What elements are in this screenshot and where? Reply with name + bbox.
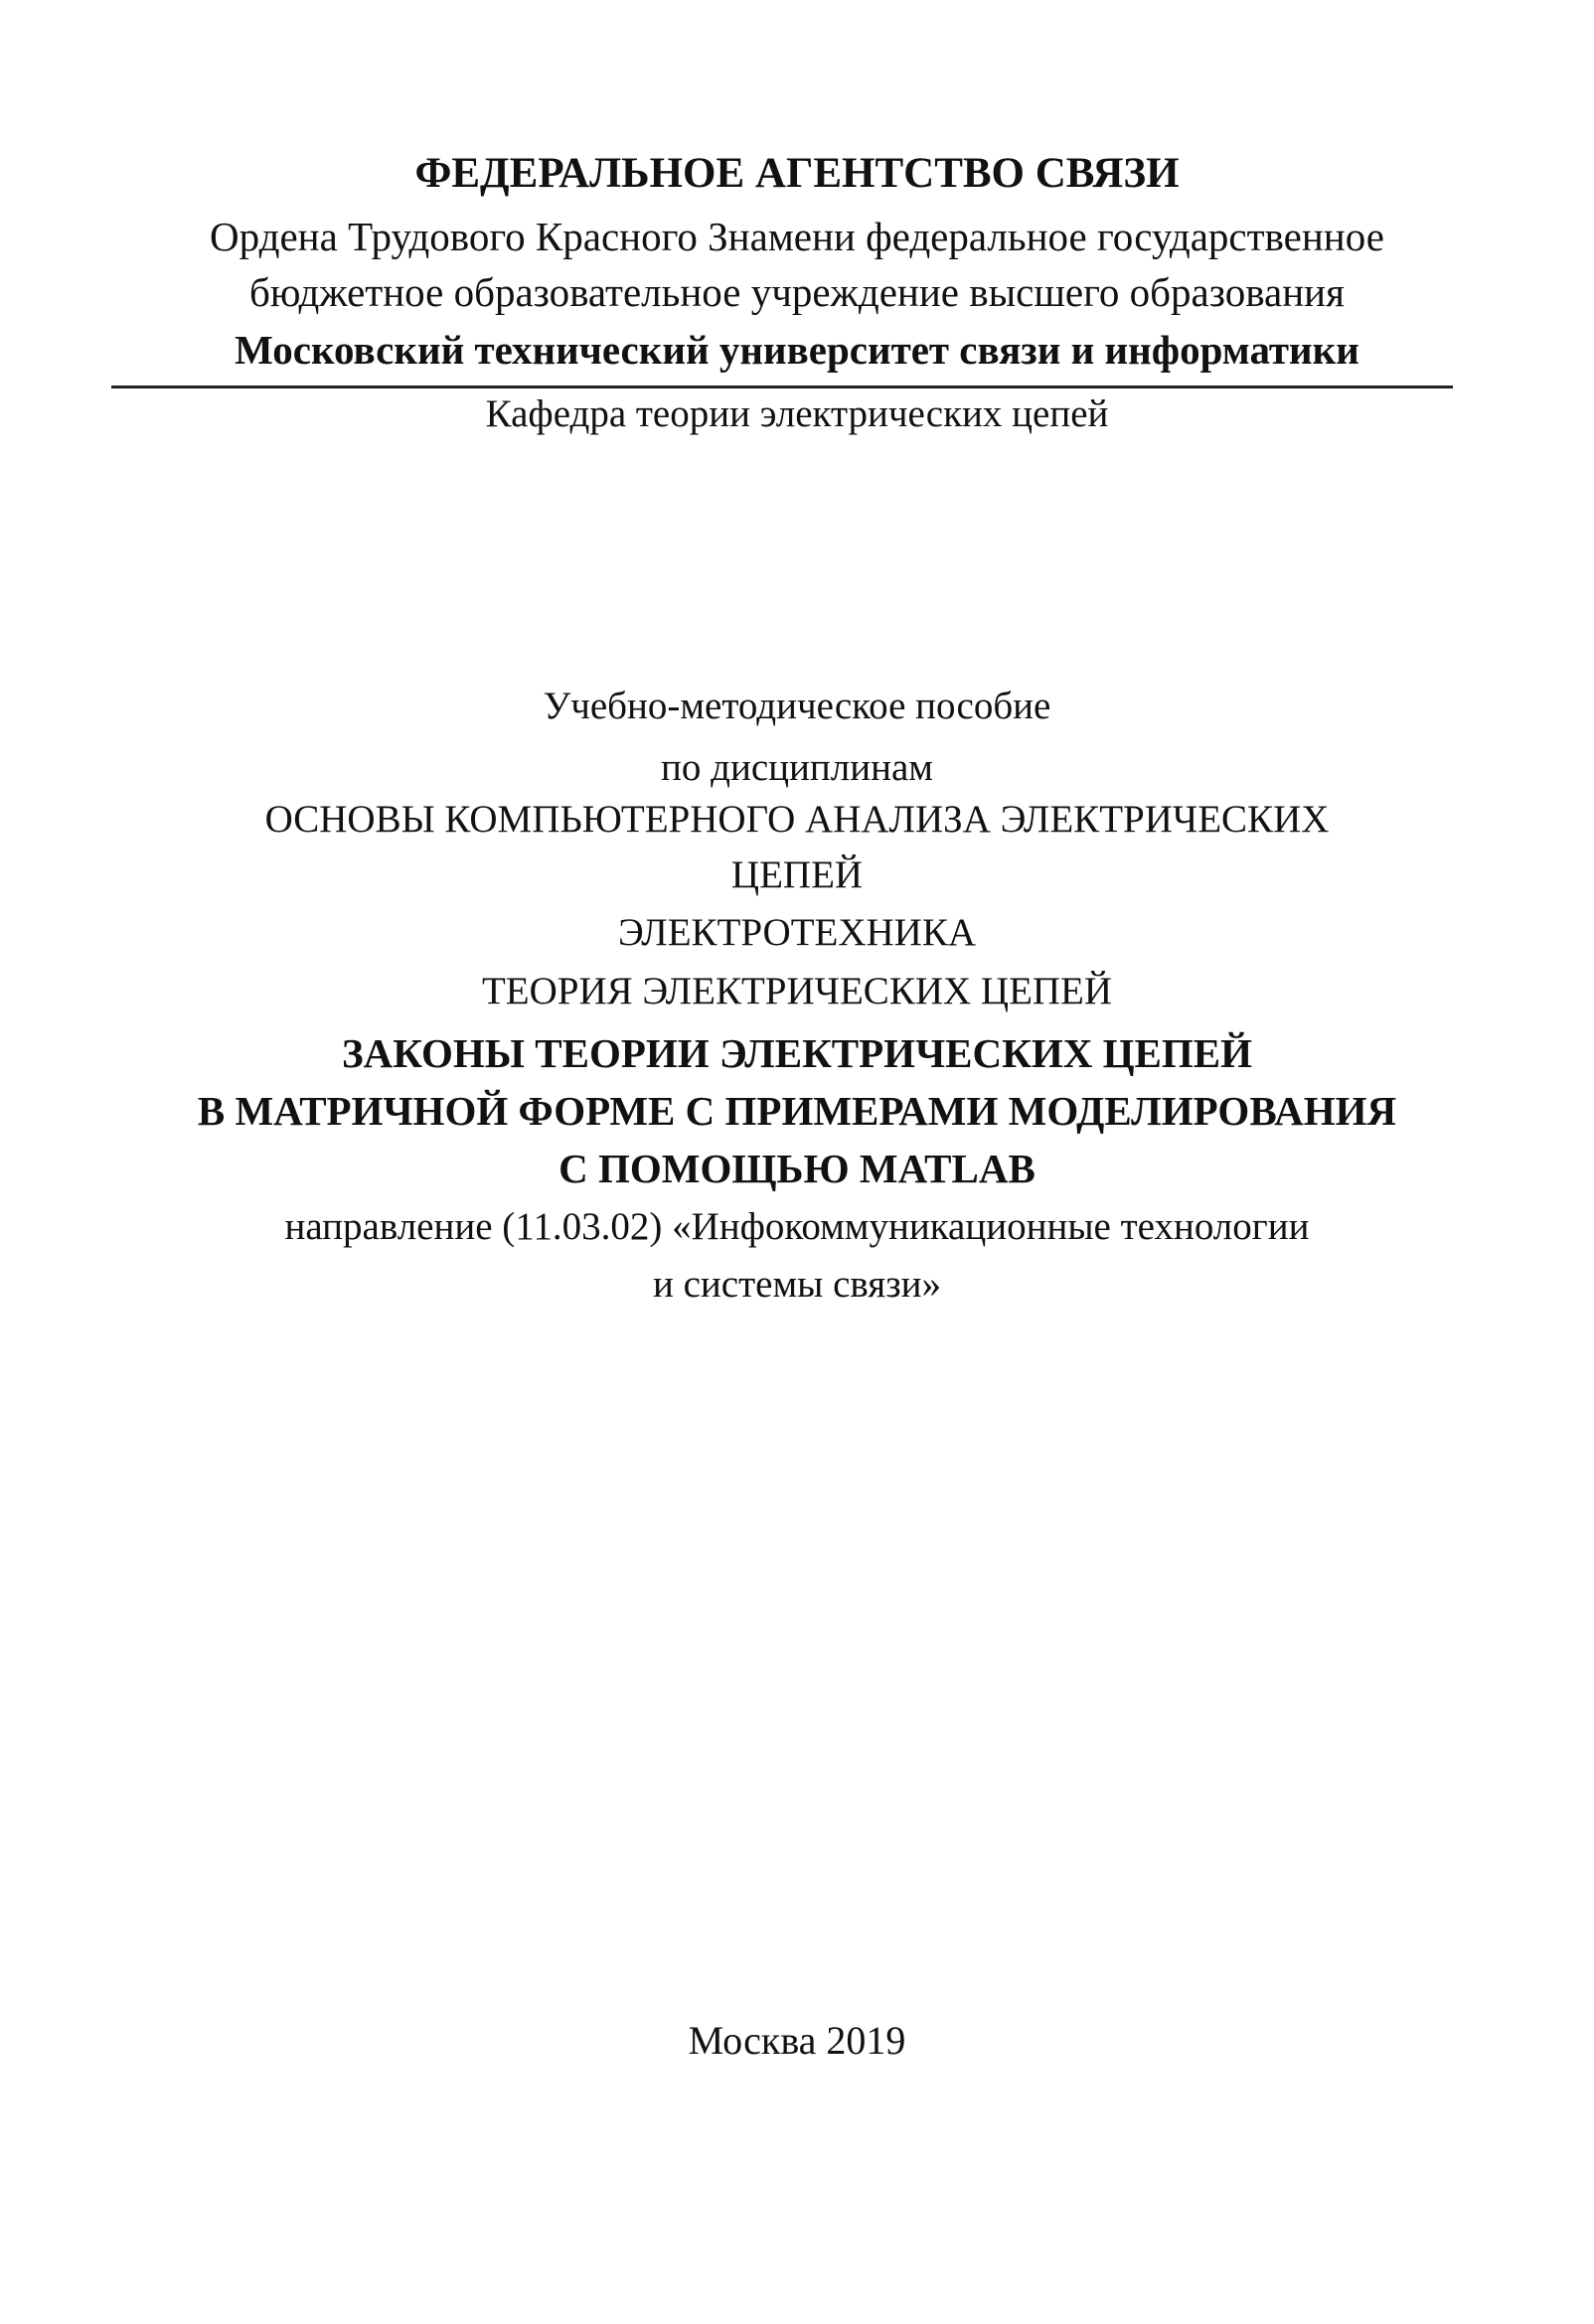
institution-line-1: Ордена Трудового Красного Знамени федеральное государственное xyxy=(210,214,1384,259)
course-3: ТЕОРИЯ ЭЛЕКТРИЧЕСКИХ ЦЕПЕЙ xyxy=(481,970,1113,1012)
title-line-1: ЗАКОНЫ ТЕОРИИ ЭЛЕКТРИЧЕСКИХ ЦЕПЕЙ xyxy=(342,1030,1252,1076)
publication-kind: Учебно-методическое пособие xyxy=(543,685,1051,727)
department-name: Кафедра теории электрических цепей xyxy=(485,392,1109,435)
city-year: Москва 2019 xyxy=(688,2018,906,2063)
course-2: ЭЛЕКТРОТЕХНИКА xyxy=(617,911,977,954)
header-divider xyxy=(111,386,1453,388)
university-name: Московский технический университет связи и информатики xyxy=(235,327,1359,373)
course-1-line-1: ОСНОВЫ КОМПЬЮТЕРНОГО АНАЛИЗА ЭЛЕКТРИЧЕСКИХ xyxy=(264,798,1330,841)
institution-line-2: бюджетное образовательное учреждение высшего образования xyxy=(249,269,1345,315)
agency-name: ФЕДЕРАЛЬНОЕ АГЕНТСТВО СВЯЗИ xyxy=(414,150,1180,197)
direction-line-2: и системы связи» xyxy=(652,1263,942,1306)
disciplines-intro: по дисциплинам xyxy=(661,746,933,789)
course-1-line-2: ЦЕПЕЙ xyxy=(730,853,864,896)
direction-line-1: направление (11.03.02) «Инфокоммуникационные технологии xyxy=(284,1205,1310,1248)
title-line-2: В МАТРИЧНОЙ ФОРМЕ С ПРИМЕРАМИ МОДЕЛИРОВАНИЯ xyxy=(197,1088,1397,1134)
title-line-3: С ПОМОЩЬЮ MATLAB xyxy=(558,1146,1036,1191)
